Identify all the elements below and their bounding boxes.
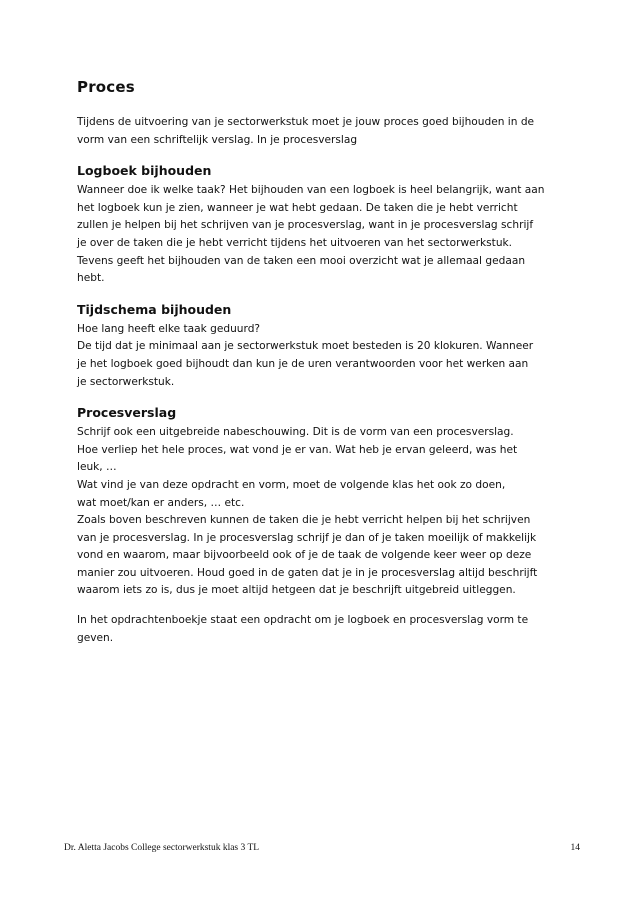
intro-line: vorm van een schriftelijk verslag. In je procesverslag bbox=[77, 133, 358, 146]
intro-line: Tijdens de uitvoering van je sectorwerkstuk moet je jouw proces goed bijhouden in de bbox=[77, 116, 535, 128]
body-line: vond en waarom, maar bijvoorbeeld ook of je de taak de volgende keer weer op deze bbox=[77, 549, 532, 562]
section-heading-procesverslag: Procesverslag bbox=[77, 405, 177, 421]
closing-paragraph bbox=[77, 612, 577, 647]
intro-paragraph bbox=[77, 114, 577, 149]
body-line: Wanneer doe ik welke taak? Het bijhouden van een logboek is heel belangrijk, want aan bbox=[77, 184, 545, 197]
body-line: hebt. bbox=[77, 272, 105, 285]
body-line: leuk, … bbox=[77, 461, 117, 474]
body-line: je het logboek goed bijhoudt dan kun je de uren verantwoorden voor het werken aan bbox=[77, 357, 529, 370]
body-line: Zoals boven beschreven kunnen de taken die je hebt verricht helpen bij het schrijven bbox=[77, 514, 531, 527]
page-title: Proces bbox=[77, 78, 135, 96]
body-line: van je procesverslag. In je procesverslag schrijf je dan of je taken moeilijk of makkelijk bbox=[77, 531, 537, 544]
body-line: Schrijf ook een uitgebreide nabeschouwing. Dit is de vorm van een procesverslag. bbox=[77, 426, 514, 439]
footer-text: Dr. Aletta Jacobs College sectorwerkstuk klas 3 TL bbox=[64, 843, 260, 853]
body-line: Hoe lang heeft elke taak geduurd? bbox=[77, 322, 261, 335]
body-line: Hoe verliep het hele proces, wat vond je er van. Wat heb je ervan geleerd, was het bbox=[77, 443, 518, 456]
section-procesverslag bbox=[77, 405, 577, 647]
page-number: 14 bbox=[570, 843, 580, 853]
closing-line: In het opdrachtenboekje staat een opdracht om je logboek en procesverslag vorm te bbox=[77, 614, 529, 627]
body-line: Wat vind je van deze opdracht en vorm, moet de volgende klas het ook zo doen, bbox=[77, 478, 506, 491]
body-line: Tevens geeft het bijhouden van de taken een mooi overzicht wat je allemaal gedaan bbox=[77, 254, 526, 267]
body-line: wat moet/kan er anders, … etc. bbox=[77, 496, 245, 509]
section-heading-logboek: Logboek bijhouden bbox=[77, 163, 212, 179]
body-line: zullen je helpen bij het schrijven van je procesverslag, want in je procesverslag schrijf bbox=[77, 219, 534, 232]
section-body-procesverslag bbox=[77, 424, 577, 600]
body-line: manier zou uitvoeren. Houd goed in de gaten dat je in je procesverslag altijd beschrijft bbox=[77, 566, 538, 579]
section-logboek bbox=[77, 163, 577, 288]
body-line: je over de taken die je hebt verricht tijdens het uitvoeren van het sectorwerkstuk. bbox=[77, 236, 513, 249]
section-tijdschema bbox=[77, 302, 577, 391]
section-heading-tijdschema: Tijdschema bijhouden bbox=[77, 301, 232, 317]
body-line: je sectorwerkstuk. bbox=[77, 375, 175, 388]
body-line: waarom iets zo is, dus je moet altijd hetgeen dat je beschrijft uitgebreid uitleggen. bbox=[77, 584, 516, 597]
section-body-logboek bbox=[77, 182, 577, 288]
body-line: het logboek kun je zien, wanneer je wat hebt gedaan. De taken die je hebt verricht bbox=[77, 201, 518, 214]
closing-line: geven. bbox=[77, 631, 114, 644]
page-content bbox=[77, 78, 577, 661]
section-body-tijdschema bbox=[77, 321, 577, 391]
body-line: De tijd dat je minimaal aan je sectorwerkstuk moet besteden is 20 klokuren. Wanneer bbox=[77, 340, 534, 353]
